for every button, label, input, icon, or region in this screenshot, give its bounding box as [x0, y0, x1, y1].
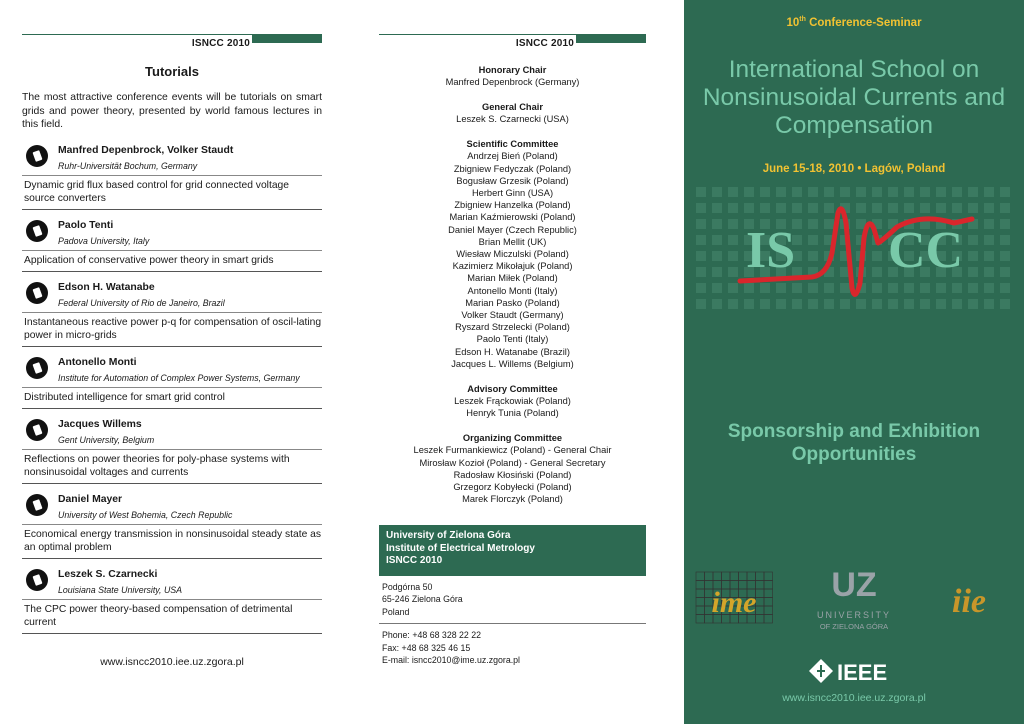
- logo-grid-cell: [936, 283, 946, 293]
- speaker-affiliation: Institute for Automation of Complex Power Systems, Germany: [58, 372, 300, 383]
- committee-member: Andrzej Bień (Poland): [467, 151, 558, 162]
- logo-grid-cell: [824, 203, 834, 213]
- uz-mark: UZ: [831, 566, 877, 604]
- logo-grid-cell: [808, 251, 818, 261]
- logo-grid-cell: [872, 299, 882, 309]
- speaker-name: Leszek S. Czarnecki: [58, 568, 158, 580]
- committee-member: Leszek S. Czarnecki (USA): [456, 114, 569, 125]
- logo-grid-cell: [968, 251, 978, 261]
- presenter-icon: [26, 569, 48, 591]
- tutorial-entry: [22, 568, 322, 634]
- logo-grid-cell: [1000, 283, 1010, 293]
- tutorial-speaker: [22, 418, 322, 450]
- logo-grid-cell: [712, 219, 722, 229]
- organizer-line: ISNCC 2010: [386, 555, 443, 567]
- tutorials-title: Tutorials: [145, 64, 199, 79]
- logo-grid-cell: [776, 283, 786, 293]
- committee-member: Ryszard Strzelecki (Poland): [455, 322, 570, 333]
- logo-grid-cell: [696, 267, 706, 277]
- logo-grid-cell: [744, 283, 754, 293]
- tutorial-speaker: [22, 144, 322, 176]
- website-url[interactable]: www.isncc2010.iee.uz.zgora.pl: [100, 655, 244, 668]
- speaker-affiliation: Ruhr-Universität Bochum, Germany: [58, 160, 198, 171]
- logo-grid-cell: [728, 267, 738, 277]
- logo-grid-cell: [712, 251, 722, 261]
- ime-grid-cell: [722, 572, 731, 581]
- logo-grid-cell: [888, 299, 898, 309]
- speaker-affiliation: University of West Bohemia, Czech Republic: [58, 509, 233, 520]
- ime-grid-cell: [756, 598, 765, 607]
- committee-member: Brian Mellit (UK): [478, 236, 547, 247]
- address-line: Podgórna 50: [382, 581, 433, 592]
- committee-member: Leszek Furmankiewicz (Poland) - General Chair: [413, 445, 612, 456]
- committee-title: General Chair: [482, 102, 543, 113]
- tutorial-speaker: [22, 281, 322, 313]
- logo-grid-cell: [808, 187, 818, 197]
- logo-grid-cell: [744, 187, 754, 197]
- header-bar: [252, 35, 322, 43]
- committee-member: Radosław Kłosiński (Poland): [453, 469, 572, 480]
- logo-grid-cell: [824, 283, 834, 293]
- date-place: June 15-18, 2010 • Lagów, Poland: [762, 163, 946, 175]
- presenter-icon: [26, 220, 48, 242]
- iie-logo: iie: [952, 583, 986, 620]
- committee-member: Volker Staudt (Germany): [461, 310, 564, 321]
- logo-grid-cell: [696, 251, 706, 261]
- fax-line: Fax: +48 68 325 46 15: [382, 642, 471, 653]
- ime-grid-cell: [756, 581, 765, 590]
- logo-grid-cell: [792, 203, 802, 213]
- logo-grid-cell: [728, 235, 738, 245]
- committee-member: Zbigniew Hanzelka (Poland): [454, 200, 571, 211]
- tutorial-entry: [22, 144, 322, 210]
- logo-grid-cell: [1000, 251, 1010, 261]
- ime-grid-cell: [764, 572, 773, 581]
- tutorial-entry: [22, 493, 322, 559]
- ime-grid-cell: [756, 606, 765, 615]
- logo-text-is: IS: [746, 222, 796, 279]
- address-line: 65-246 Zielona Góra: [382, 594, 463, 605]
- ime-logo: [696, 572, 773, 623]
- logo-grid-cell: [936, 203, 946, 213]
- logo-grid-cell: [808, 203, 818, 213]
- logo-grid-cell: [808, 299, 818, 309]
- ime-grid-cell: [756, 615, 765, 624]
- speaker-affiliation: Louisiana State University, USA: [58, 584, 183, 595]
- organizer-box: [379, 525, 646, 576]
- organizer-line: Institute of Electrical Metrology: [386, 542, 535, 554]
- edition-suffix: th: [799, 16, 806, 23]
- uz-logo: [817, 566, 891, 631]
- ime-grid-cell: [764, 615, 773, 624]
- committee-member: Marek Florczyk (Poland): [462, 494, 563, 505]
- logo-grid-cell: [808, 235, 818, 245]
- logo-grid-cell: [968, 235, 978, 245]
- logo-grid-cell: [872, 187, 882, 197]
- ime-logo-text: ime: [711, 586, 757, 619]
- tutorial-list: [22, 144, 322, 634]
- tutorial-entry: [22, 418, 322, 484]
- logo-grid-cell: [872, 283, 882, 293]
- speaker-name: Antonello Monti: [58, 356, 137, 368]
- ime-grid-cell: [696, 589, 705, 598]
- logo-grid-cell: [1000, 267, 1010, 277]
- logo-grid-cell: [776, 203, 786, 213]
- speaker-name: Manfred Depenbrock, Volker Staudt: [58, 144, 234, 156]
- tutorial-topic: Economical energy transmission in nonsinusoidal steady state as an optimal problem: [24, 528, 322, 553]
- logo-grid-cell: [872, 251, 882, 261]
- tutorial-topic: The CPC power theory-based compensation of detrimental current: [24, 603, 293, 628]
- logo-grid-cell: [1000, 187, 1010, 197]
- logo-grid-cell: [984, 203, 994, 213]
- logo-grid-cell: [744, 299, 754, 309]
- logo-grid-cell: [760, 299, 770, 309]
- uz-line-2: OF ZIELONA GÓRA: [819, 622, 889, 631]
- logo-grid-cell: [952, 203, 962, 213]
- running-header: [22, 34, 322, 52]
- logo-grid-cell: [696, 187, 706, 197]
- committee-member: Bogusław Grzesik (Poland): [456, 175, 569, 186]
- logo-grid-cell: [856, 203, 866, 213]
- committee-member: Marian Kaźmierowski (Poland): [449, 212, 576, 223]
- logo-grid-cell: [696, 219, 706, 229]
- logo-grid-cell: [968, 299, 978, 309]
- ieee-logo: [809, 656, 899, 686]
- logo-grid-cell: [888, 187, 898, 197]
- logo-grid-cell: [1000, 219, 1010, 229]
- ime-grid-cell: [764, 606, 773, 615]
- committee-title: Advisory Committee: [467, 384, 558, 395]
- logo-grid-cell: [968, 283, 978, 293]
- logo-grid-cell: [728, 299, 738, 309]
- tutorials-intro: The most attractive conference events will be tutorials on smart grids and power theory, presented by world famous lectures in this field.: [22, 92, 322, 130]
- committee-member: Daniel Mayer (Czech Republic): [448, 224, 577, 235]
- ime-grid-cell: [696, 572, 705, 581]
- committee-member: Grzegorz Kobyłecki (Poland): [453, 482, 572, 493]
- logo-grid-cell: [696, 235, 706, 245]
- tutorial-entry: [22, 281, 322, 347]
- presenter-icon: [26, 419, 48, 441]
- logo-grid-cell: [904, 299, 914, 309]
- committee-member: Henryk Tunia (Poland): [466, 408, 559, 419]
- logo-grid-cell: [968, 203, 978, 213]
- logo-grid-cell: [984, 267, 994, 277]
- tutorial-topic: Instantaneous reactive power p-q for compensation of oscil-lating power in micro-grids: [24, 316, 322, 341]
- logo-grid-cell: [808, 283, 818, 293]
- speaker-name: Daniel Mayer: [58, 493, 123, 505]
- logo-grid-cell: [984, 187, 994, 197]
- committee-title: Scientific Committee: [466, 139, 559, 150]
- speaker-affiliation: Federal University of Rio de Janeiro, Brazil: [58, 297, 225, 308]
- address-line: Poland: [382, 606, 410, 617]
- logo-grid-cell: [872, 267, 882, 277]
- logo-grid-cell: [904, 283, 914, 293]
- ime-grid-cell: [696, 615, 705, 624]
- logo-grid-cell: [824, 219, 834, 229]
- ime-grid-cell: [730, 572, 739, 581]
- ime-grid-cell: [696, 598, 705, 607]
- logo-grid-cell: [984, 251, 994, 261]
- committee-member: Jacques L. Willems (Belgium): [451, 358, 574, 369]
- logo-grid-cell: [696, 203, 706, 213]
- edition-label: Conference-Seminar: [809, 16, 922, 29]
- logo-grid-cell: [808, 219, 818, 229]
- cover-panel: [684, 0, 1024, 724]
- logo-grid-cell: [952, 187, 962, 197]
- isncc-logo: [692, 183, 1014, 315]
- logo-grid-cell: [744, 203, 754, 213]
- running-header-text: ISNCC 2010: [191, 38, 250, 49]
- logo-grid-cell: [872, 203, 882, 213]
- speaker-name: Edson H. Watanabe: [58, 281, 155, 293]
- logo-grid-cell: [888, 203, 898, 213]
- logo-grid-cell: [776, 299, 786, 309]
- logo-grid-cell: [728, 283, 738, 293]
- committee-section: [379, 432, 646, 505]
- ime-grid-cell: [756, 572, 765, 581]
- committee-member: Leszek Frąckowiak (Poland): [454, 396, 571, 407]
- committee-member: Marian Pasko (Poland): [465, 297, 560, 308]
- logo-grid-cell: [968, 187, 978, 197]
- ieee-text: IEEE: [837, 660, 888, 685]
- ime-grid-cell: [764, 589, 773, 598]
- logo-grid-cell: [712, 299, 722, 309]
- tutorial-entry: [22, 356, 322, 409]
- logo-grid-cell: [920, 283, 930, 293]
- presenter-icon: [26, 282, 48, 304]
- committee-member: Zbigniew Fedyczak (Poland): [453, 163, 572, 174]
- committee-list: [379, 64, 646, 505]
- running-header-text: ISNCC 2010: [515, 38, 574, 49]
- logo-grid-cell: [792, 283, 802, 293]
- logo-grid-cell: [936, 187, 946, 197]
- speaker-affiliation: Gent University, Belgium: [58, 434, 155, 445]
- ime-grid-cell: [764, 598, 773, 607]
- logo-grid-cell: [856, 187, 866, 197]
- ime-grid-cell: [696, 606, 705, 615]
- uz-line-1: UNIVERSITY: [816, 610, 892, 620]
- logo-grid-cell: [984, 299, 994, 309]
- presenter-icon: [26, 494, 48, 516]
- logo-grid-cell: [904, 187, 914, 197]
- logo-grid-cell: [856, 299, 866, 309]
- logo-grid-cell: [824, 187, 834, 197]
- ime-grid-cell: [696, 581, 705, 590]
- ime-grid-cell: [747, 572, 756, 581]
- logo-grid-cell: [952, 283, 962, 293]
- committee-member: Marian Miłek (Poland): [467, 273, 558, 284]
- committee-member: Kazimierz Mikołajuk (Poland): [452, 261, 573, 272]
- logo-grid-cell: [888, 283, 898, 293]
- committee-section: [379, 138, 646, 370]
- tutorial-topic: Application of conservative power theory in smart grids: [24, 254, 274, 266]
- logo-grid-cell: [712, 203, 722, 213]
- edition-line: [684, 16, 1024, 29]
- speaker-affiliation: Padova University, Italy: [58, 235, 150, 246]
- speaker-name: Jacques Willems: [58, 418, 142, 430]
- logo-grid-cell: [952, 299, 962, 309]
- ime-grid-cell: [705, 572, 714, 581]
- committee-member: Antonello Monti (Italy): [467, 285, 558, 296]
- logo-text-cc: CC: [888, 222, 964, 279]
- logo-grid-cell: [760, 283, 770, 293]
- committee-section: [379, 64, 646, 88]
- logo-grid-cell: [712, 235, 722, 245]
- ime-grid-cell: [739, 572, 748, 581]
- committee-section: [379, 101, 646, 125]
- logo-grid-cell: [920, 187, 930, 197]
- logo-grid-cell: [728, 203, 738, 213]
- logo-grid-cell: [760, 203, 770, 213]
- committee-section: [379, 383, 646, 419]
- ime-grid-cell: [764, 581, 773, 590]
- committee-member: Manfred Depenbrock (Germany): [445, 77, 580, 87]
- email-link[interactable]: E-mail: isncc2010@ime.uz.zgora.pl: [382, 655, 521, 666]
- organizer-line: University of Zielona Góra: [386, 530, 511, 542]
- logo-grid-cell: [696, 299, 706, 309]
- logo-grid-cell: [824, 299, 834, 309]
- logo-grid-cell: [936, 299, 946, 309]
- logo-grid-cell: [776, 187, 786, 197]
- speaker-name: Paolo Tenti: [58, 219, 114, 231]
- sponsorship-heading: Sponsorship and Exhibition Opportunities: [727, 421, 981, 465]
- logo-grid-cell: [712, 283, 722, 293]
- logo-grid-cell: [840, 299, 850, 309]
- logo-grid-cell: [984, 219, 994, 229]
- logo-grid-cell: [712, 267, 722, 277]
- tutorial-topic: Dynamic grid flux based control for grid connected voltage source converters: [24, 179, 289, 204]
- tutorials-panel: [22, 34, 322, 668]
- logo-grid-cell: [840, 283, 850, 293]
- logo-grid-cell: [1000, 235, 1010, 245]
- presenter-icon: [26, 357, 48, 379]
- committee-member: Wiesław Miczulski (Poland): [456, 249, 569, 260]
- tutorial-topic: Distributed intelligence for smart grid control: [24, 391, 225, 403]
- partner-logos: [694, 560, 1014, 640]
- committee-title: Honorary Chair: [478, 65, 547, 75]
- phone-block: [379, 624, 646, 672]
- tutorial-speaker: [22, 493, 322, 525]
- tutorial-entry: [22, 219, 322, 272]
- committee-member: Paolo Tenti (Italy): [476, 334, 549, 345]
- ime-grid-cell: [713, 572, 722, 581]
- logo-grid-cell: [1000, 203, 1010, 213]
- contact-block: [379, 525, 646, 672]
- logo-grid-cell: [728, 187, 738, 197]
- logo-grid-cell: [760, 187, 770, 197]
- logo-grid-cell: [792, 187, 802, 197]
- logo-grid-cell: [968, 267, 978, 277]
- committee-member: Edson H. Watanabe (Brazil): [455, 346, 570, 357]
- logo-grid-cell: [696, 283, 706, 293]
- presenter-icon: [26, 145, 48, 167]
- logo-grid-cell: [920, 203, 930, 213]
- ime-grid-cell: [756, 589, 765, 598]
- committee-member: Herbert Ginn (USA): [471, 188, 554, 199]
- committee-title: Organizing Committee: [462, 433, 563, 444]
- logo-grid-cell: [1000, 299, 1010, 309]
- logo-grid-cell: [840, 187, 850, 197]
- phone-line: Phone: +48 68 328 22 22: [382, 630, 482, 641]
- logo-grid-cell: [920, 299, 930, 309]
- logo-grid-cell: [984, 235, 994, 245]
- logo-grid-cell: [792, 299, 802, 309]
- tutorial-speaker: [22, 219, 322, 251]
- committees-panel: [379, 34, 646, 672]
- header-bar: [576, 35, 646, 43]
- tutorial-topic: Reflections on power theories for poly-phase systems with nonsinusoidal voltages and currents: [24, 453, 290, 478]
- logo-grid-cell: [984, 283, 994, 293]
- cover-url[interactable]: www.isncc2010.iee.uz.zgora.pl: [782, 692, 926, 704]
- running-header: [379, 34, 646, 52]
- committee-member: Mirosław Kozioł (Poland) - General Secretary: [419, 457, 606, 468]
- logo-grid-cell: [728, 251, 738, 261]
- cover-title: International School on Nonsinusoidal Currents and Compensation: [702, 56, 1006, 139]
- logo-grid-cell: [904, 203, 914, 213]
- postal-address: [379, 576, 646, 625]
- tutorial-speaker: [22, 568, 322, 600]
- logo-grid-cell: [728, 219, 738, 229]
- edition-number: 10: [786, 16, 800, 29]
- tutorial-speaker: [22, 356, 322, 388]
- logo-grid-cell: [712, 187, 722, 197]
